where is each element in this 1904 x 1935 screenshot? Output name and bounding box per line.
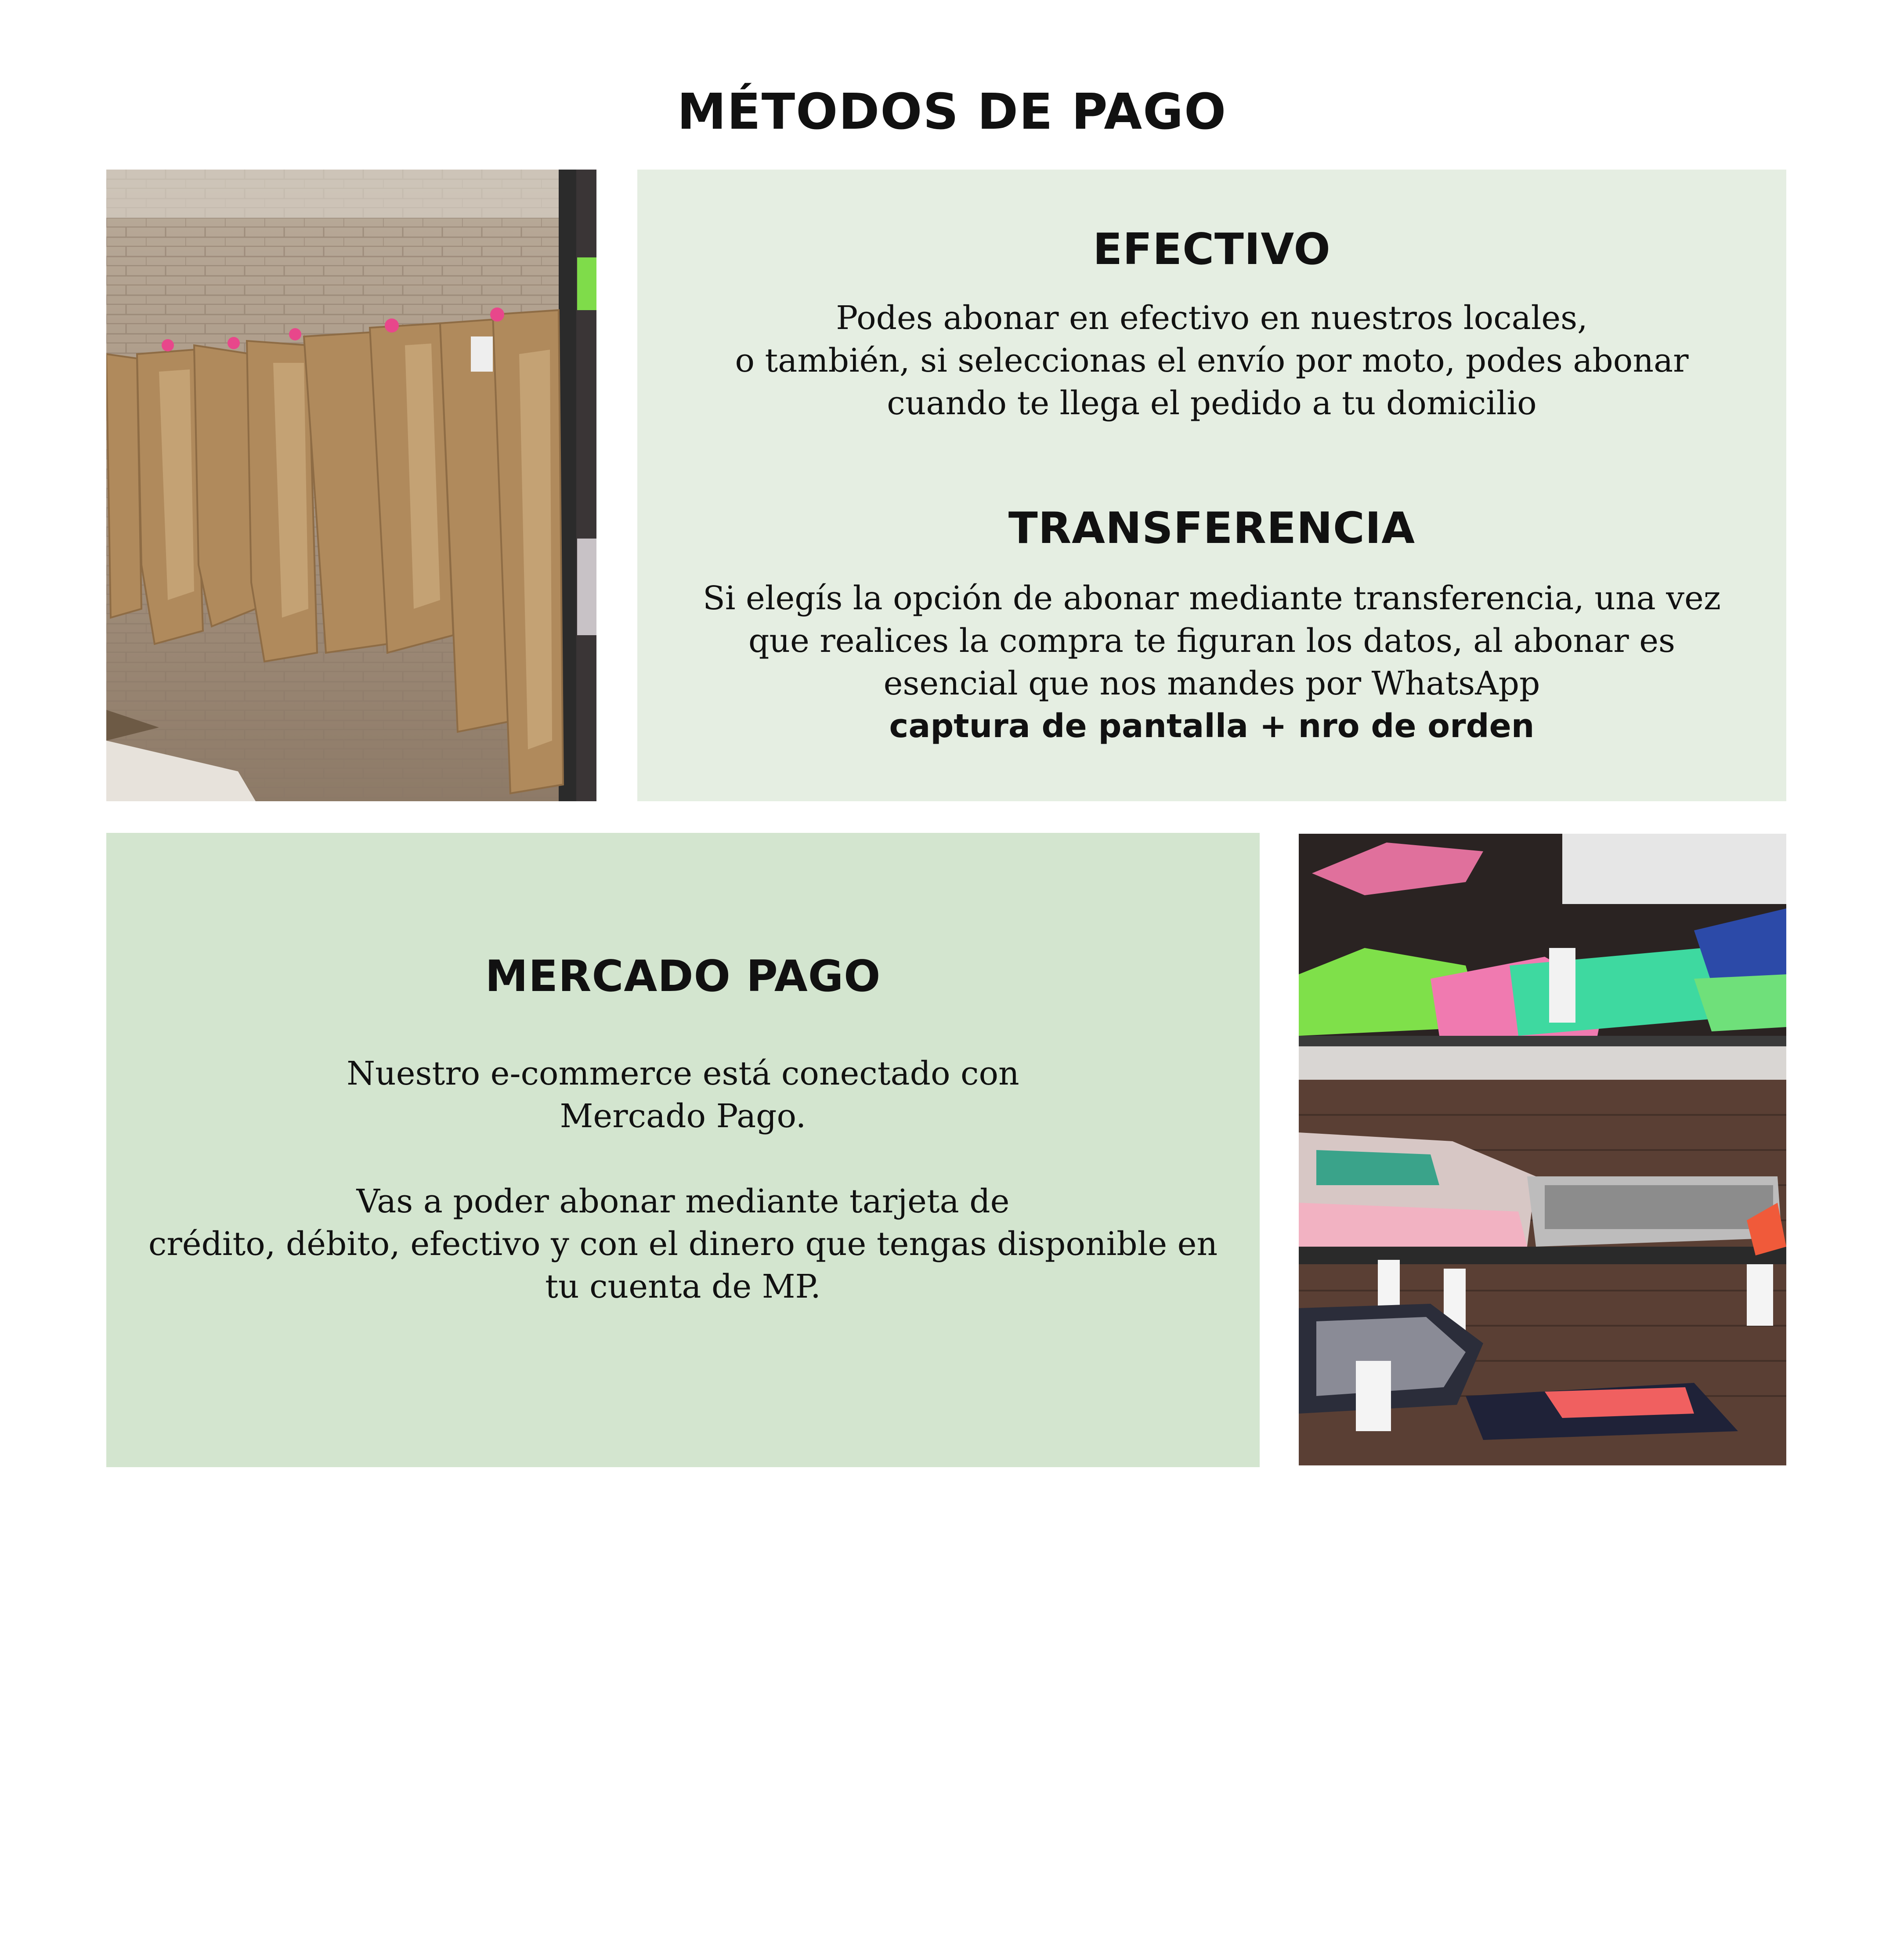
text-line: que realices la compra te figuran los datos, al abonar es bbox=[748, 622, 1675, 660]
paragraph-gap bbox=[106, 1138, 1260, 1180]
heading-efectivo: EFECTIVO bbox=[1093, 224, 1331, 275]
text-line: o también, si seleccionas el envío por moto, podes abonar bbox=[735, 342, 1689, 380]
text-line: Nuestro e-commerce está conectado con bbox=[347, 1055, 1019, 1092]
heading-transferencia: TRANSFERENCIA bbox=[1008, 503, 1416, 553]
text-mercado-pago bbox=[106, 1052, 1260, 1308]
heading-mercado-pago: MERCADO PAGO bbox=[485, 951, 881, 1002]
photo-sewing-patterns bbox=[106, 170, 596, 801]
text-efectivo bbox=[637, 297, 1786, 425]
text-line: Vas a poder abonar mediante tarjeta de bbox=[356, 1183, 1010, 1220]
text-emphasis: captura de pantalla + nro de orden bbox=[889, 707, 1535, 745]
text-line: Mercado Pago. bbox=[560, 1097, 806, 1135]
panel-mercado-pago bbox=[106, 833, 1260, 1467]
text-line: Podes abonar en efectivo en nuestros locales, bbox=[836, 299, 1588, 337]
photo-clothing-shelves bbox=[1299, 834, 1786, 1465]
panel-efectivo-transferencia bbox=[637, 170, 1786, 801]
text-line: crédito, débito, efectivo y con el dinero que tengas disponible en bbox=[148, 1225, 1218, 1263]
text-line: esencial que nos mandes por WhatsApp bbox=[883, 665, 1540, 702]
text-line: cuando te llega el pedido a tu domicilio bbox=[887, 384, 1537, 422]
page-title: MÉTODOS DE PAGO bbox=[677, 83, 1227, 141]
text-line: tu cuenta de MP. bbox=[545, 1268, 821, 1306]
text-line: Si elegís la opción de abonar mediante transferencia, una vez bbox=[703, 579, 1721, 617]
text-transferencia bbox=[637, 577, 1786, 748]
